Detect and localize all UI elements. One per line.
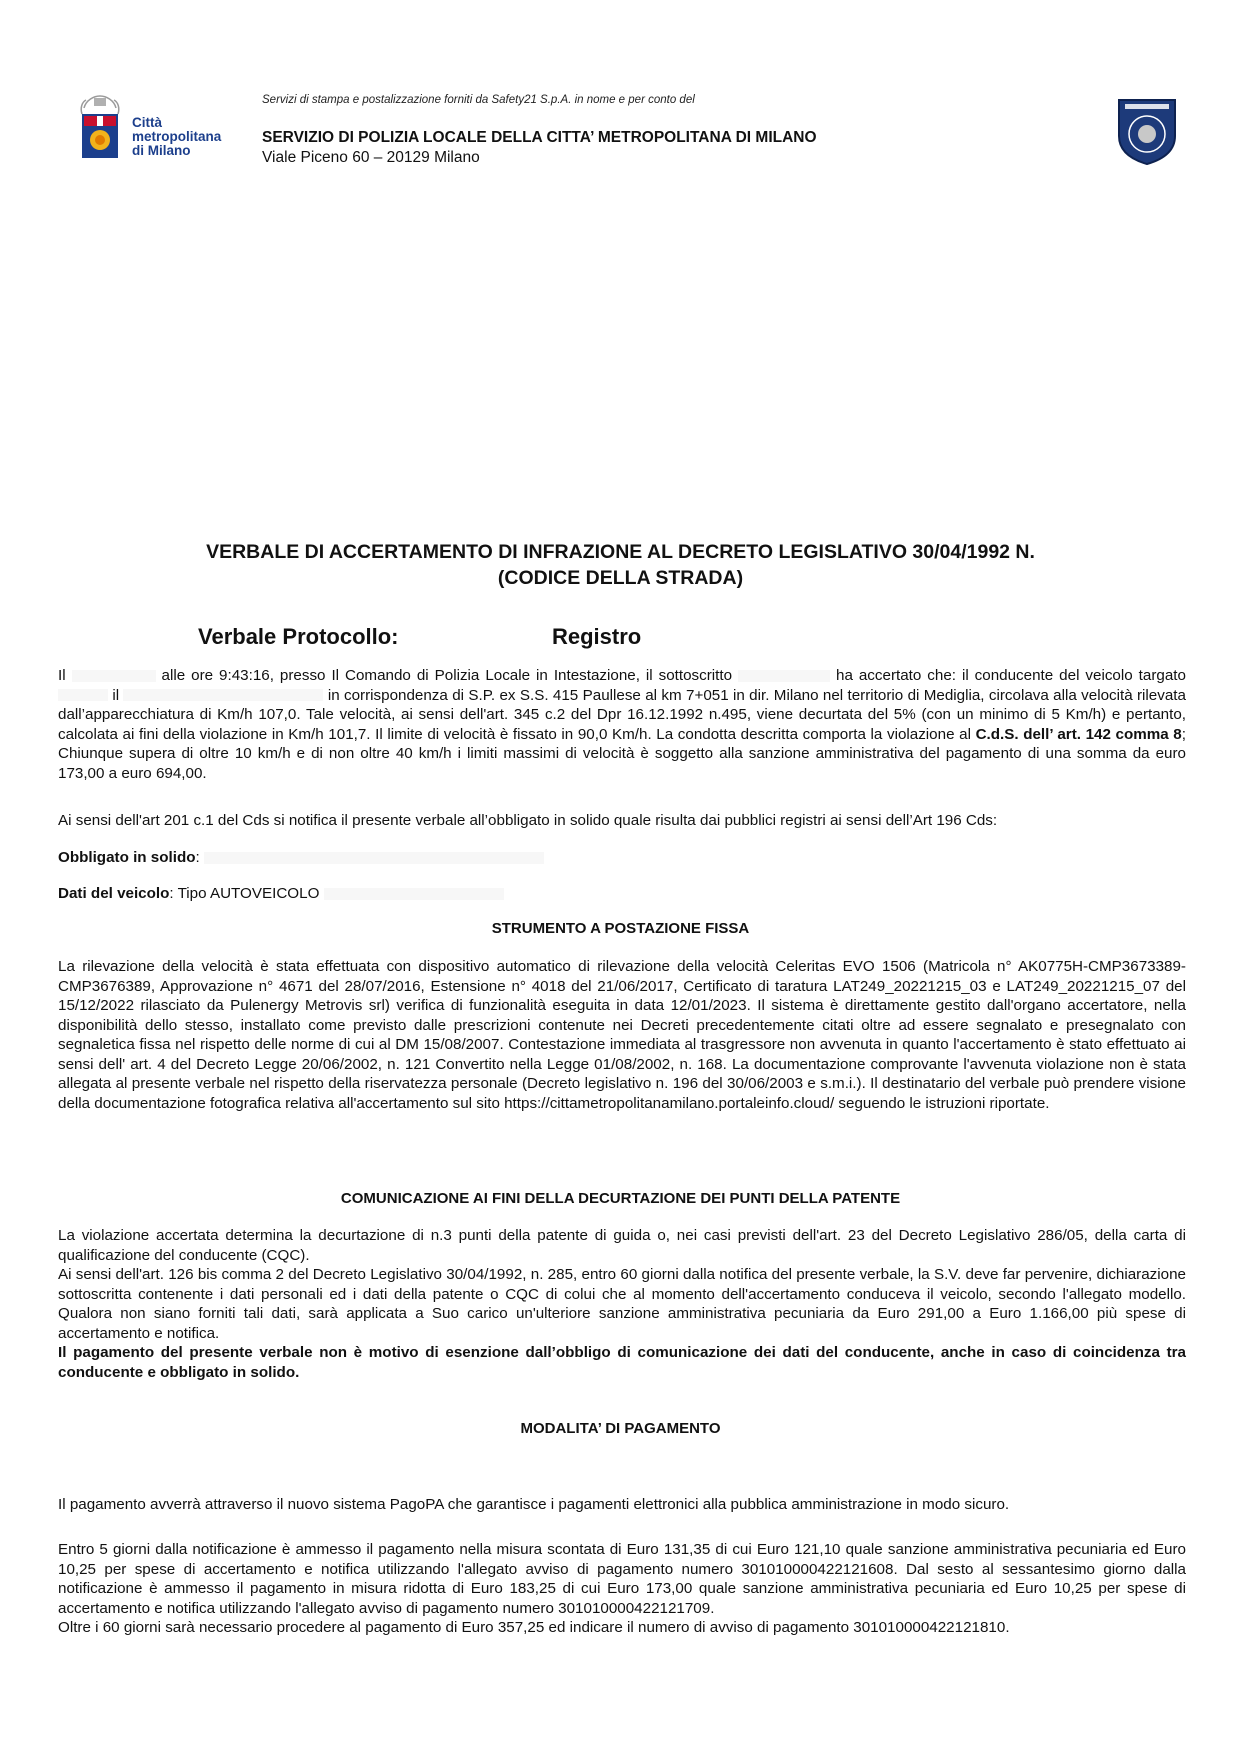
time-text: alle ore 9:43:16, presso Il Comando di Polizia Locale in Intestazione, il sottoscritto [161,667,733,684]
citta-metropolitana-logo [76,94,246,164]
redacted-date [72,670,156,682]
vehicle-line [58,884,1186,904]
redacted-obbligato [204,852,544,864]
vehicle-label: Dati del veicolo [58,885,170,902]
accertato-text: ha accertato che: il conducente del veicolo [836,667,1133,684]
logo-line-2: metropolitana [132,129,222,144]
strumento-title: STRUMENTO A POSTAZIONE FISSA [491,920,750,937]
redacted-plate [58,689,108,701]
logo-line-1: Città [132,115,162,130]
violation-paragraph [58,666,1186,783]
redacted-date-2 [123,689,323,701]
punti-p2: Ai sensi dell'art. 126 bis comma 2 del Decreto Legislativo 30/04/1992, n. 285, entro 60 giorni dalla notifica del presente verbale, la S.V. deve far pervenire, dichiarazione sottoscritta contenente i dati personali ed i dati della patente o CQC di colui che al momento dell'accertamento conduceva il veicolo, secondo l'allegato modello. Qualora non siano forniti tali dati, sarà applicata a Suo carico un'ulteriore sanzione amministrativa pecuniaria da Euro 291,00 a Euro 1.166,00 più spese di accertamento e notifica. [58,1266,1186,1342]
strumento-paragraph: La rilevazione della velocità è stata effettuata con dispositivo automatico di rilevazione della velocità Celeritas EVO 1506 (Matricola n° AK0775H-CMP3673389-CMP3676389, Approvazione n° 4671 del 28/07/2016, Estensione n° 4018 del 21/06/2017, Certificato di taratura LAT249_20221215_03 e LAT249_20221215_07 del 15/12/2022 rilasciato da Pulenergy Metrovis srl) verifica di funzionalità eseguita in data 12/01/2023. Il sistema è direttamente gestito dall'organo accertatore, nella disponibilità dello stesso, installato come previsto dalle prescrizioni contenute nei Decreti precedentemente citati oltre ad essere segnalato e presegnalato con segnaletica fissa nel rispetto delle norme di cui al DM 15/08/2007. Contestazione immediata al trasgressore non avvenuta in quanto l'accertamento è stato effettuato ai sensi dell' art. 4 del Decreto Legge 20/06/2002, n. 121 Convertito nella Legge 01/08/2002, n. 168. La documentazione comprovante l'avvenuta violazione non è stata allegata al presente verbale nel rispetto della riservatezza personale (Decreto legislativo n. 196 del 30/06/2003 e s.m.i.). Il destinatario del verbale può prendere visione della documentazione fotografica relativa all'accertamento sul sito https://cittametropolitanamilano.portaleinfo.cloud/ seguendo le istruzioni riportate. [58,958,1186,1112]
punti-paragraph [58,1226,1186,1382]
redacted-vehicle [324,888,504,900]
pagamento-p2: Entro 5 giorni dalla notificazione è ammesso il pagamento nella misura scontata di Euro 131,35 di cui Euro 121,10 quale sanzione amministrativa pecuniaria ed Euro 10,25 per spese di accertamento e notifica utilizzando l'allegato avviso di pagamento numero 301010000422121608. Dal sesto al sessantesimo giorno dalla notificazione è ammesso il pagamento in misura ridotta di Euro 183,25 di cui Euro 173,00 quale sanzione amministrativa pecuniaria ed Euro 10,25 per spese di accertamento e notifica utilizzando l'allegato avviso di pagamento numero 301010000422121709. [58,1541,1186,1617]
redacted-officer [738,670,830,682]
targato-label: targato [1138,667,1186,684]
organization-address: Viale Piceno 60 – 20129 Milano [262,149,480,166]
pagamento-p3: Oltre i 60 giorni sarà necessario procedere al pagamento di Euro 357,25 ed indicare il numero di avviso di pagamento 301010000422121810. [58,1619,1010,1636]
obbligato-colon: : [195,849,200,866]
polizia-locale-badge-icon [1115,96,1179,166]
title-line-2: (CODICE DELLA STRADA) [497,567,744,589]
title-line-1: VERBALE DI ACCERTAMENTO DI INFRAZIONE AL DECRETO LEGISLATIVO 30/04/1992 N. [206,541,1035,563]
punti-bold-note: Il pagamento del presente verbale non è motivo di esenzione dall’obbligo di comunicazione dei dati del conducente, anche in caso di coincidenza tra conducente e obbligato in solido. [58,1344,1186,1381]
violation-tail: ; Chiunque supera di oltre 10 km/h e di non oltre 40 km/h i limiti massimi di velocità è soggetto alla sanzione amministrativa del pagamento di una somma da euro 173,00 a euro 694,00. [58,725,1186,782]
notify-paragraph: Ai sensi dell'art 201 c.1 del Cds si notifica il presente verbale all’obbligato in solido quale risulta dai pubblici registri ai sensi dell’Art 196 Cds: [58,812,998,829]
pagamento-title: MODALITA’ DI PAGAMENTO [520,1420,721,1437]
vehicle-value: : Tipo AUTOVEICOLO [169,885,320,902]
registro-label: Registro [552,624,642,649]
service-note: Servizi di stampa e postalizzazione forniti da Safety21 S.p.A. in nome e per conto del [262,94,695,106]
obbligato-label: Obbligato in solido [58,849,196,866]
il2-label: il [112,686,120,704]
violated-article: C.d.S. dell’ art. 142 comma 8 [975,725,1182,743]
logo-line-3: di Milano [132,143,191,158]
milano-crest-icon [76,94,124,164]
pagamento-p1: Il pagamento avverrà attraverso il nuovo sistema PagoPA che garantisce i pagamenti elettronici alla pubblica amministrazione in modo sicuro. [58,1496,1010,1513]
obbligato-line [58,848,1186,868]
document-title [0,539,1241,591]
il-label: Il [58,667,66,684]
violation-body: in corrispondenza di S.P. ex S.S. 415 Paullese al km 7+051 in dir. Milano nel territorio di Mediglia, circolava alla velocità rilevata dall’apparecchiatura di Km/h 107,0. Tale velocità, ai sensi dell'art. 345 c.2 del Dpr 16.12.1992 n.495, viene decurtata del 5% (con un minimo di 5 Km/h) e pertanto, calcolata ai fini della violazione in Km/h 101,7. Il limite di velocità è fissato in 90,0 Km/h. La condotta descritta comporta la violazione al [58,686,1186,743]
verbale-protocollo-label: Verbale Protocollo: [198,624,399,649]
punti-p1: La violazione accertata determina la decurtazione di n.3 punti della patente di guida o, nei casi previsti dell'art. 23 del Decreto Legislativo 286/05, della carta di qualificazione del conducente (CQC). [58,1227,1186,1264]
polizia-locale-badge [1115,96,1179,166]
punti-title: COMUNICAZIONE AI FINI DELLA DECURTAZIONE DEI PUNTI DELLA PATENTE [340,1190,901,1207]
organization-name: SERVIZIO DI POLIZIA LOCALE DELLA CITTA’ METROPOLITANA DI MILANO [262,129,817,146]
